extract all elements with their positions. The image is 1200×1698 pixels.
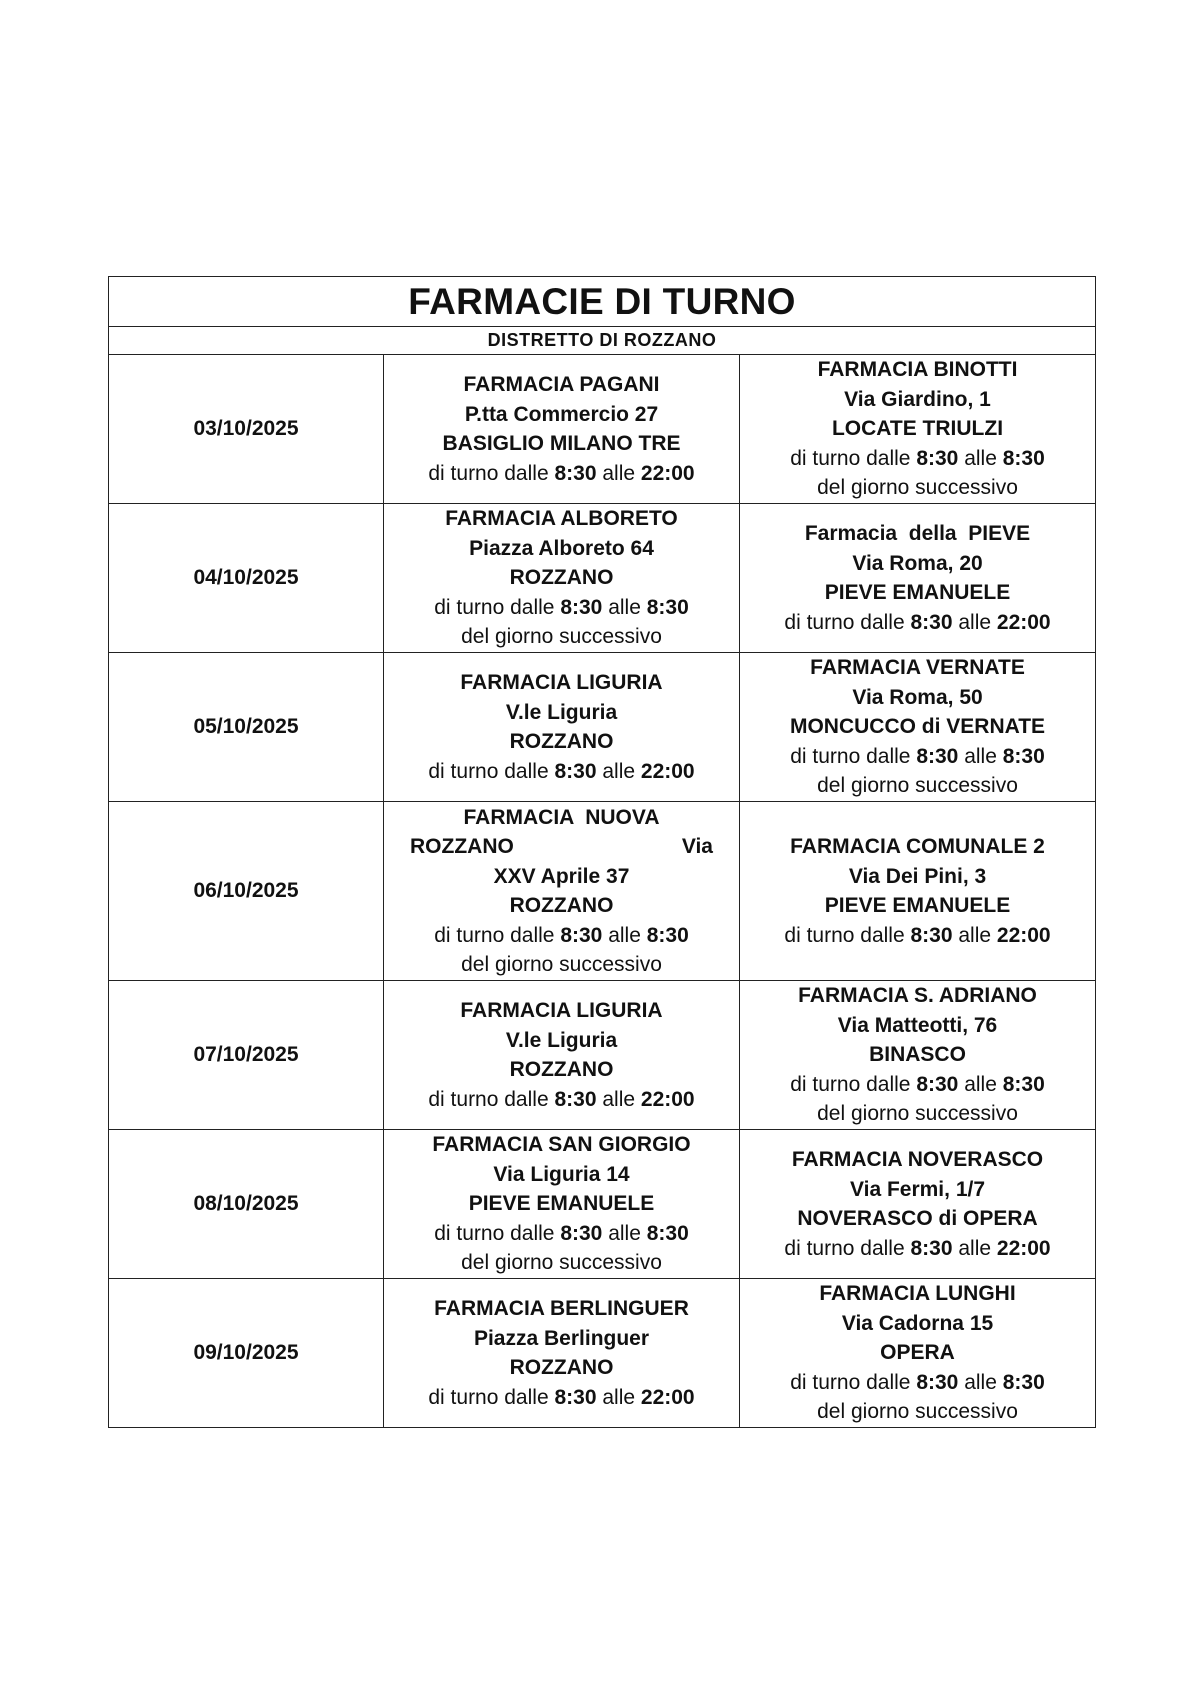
pharmacy-city: NOVERASCO di OPERA [797, 1207, 1038, 1230]
pharmacy-city: PIEVE EMANUELE [824, 894, 1011, 917]
date-cell: 08/10/2025 [109, 1130, 384, 1279]
pharmacy-city: OPERA [880, 1341, 955, 1365]
pharmacy-cell-left [384, 1130, 740, 1279]
pharmacy-cell-left [384, 802, 740, 981]
pharmacy-cell-right [740, 1130, 1096, 1279]
table-row [109, 355, 1096, 504]
pharmacy-name: FARMACIA ALBORETO [445, 507, 678, 531]
pharmacy-name: FARMACIA BINOTTI [817, 358, 1018, 382]
turn-hours: di turno dalle 8:30 alle 8:30 [790, 1072, 1045, 1096]
next-day-note: del giorno successivo [817, 1102, 1018, 1126]
next-day-note: del giorno successivo [461, 1251, 662, 1275]
pharmacy-address: Via Giardino, 1 [844, 387, 991, 411]
turn-hours: di turno dalle 8:30 alle 22:00 [428, 1385, 695, 1409]
pharmacy-cell-left [384, 653, 740, 802]
table-row [109, 1279, 1096, 1428]
turn-hours: di turno dalle 8:30 alle 22:00 [428, 759, 695, 783]
pharmacy-city: ROZZANO [509, 1356, 614, 1379]
pharmacy-cell-right [740, 981, 1096, 1130]
table-row [109, 653, 1096, 802]
next-day-note: del giorno successivo [817, 774, 1018, 798]
date-cell: 05/10/2025 [109, 653, 384, 802]
pharmacy-city: MONCUCCO di VERNATE [789, 715, 1046, 739]
date-cell: 06/10/2025 [109, 802, 384, 981]
pharmacy-cell-right [740, 504, 1096, 653]
pharmacy-address: Via Liguria 14 [493, 1162, 630, 1186]
pharmacy-city: ROZZANO [509, 1058, 614, 1081]
pharmacy-name: FARMACIA COMUNALE 2 [790, 835, 1045, 858]
pharmacy-city: ROZZANO [509, 894, 614, 917]
pharmacy-name: FARMACIA LUNGHI [819, 1282, 1016, 1306]
pharmacy-name: FARMACIA NUOVA [463, 805, 660, 829]
turn-hours: di turno dalle 8:30 alle 8:30 [434, 1221, 689, 1245]
next-day-note: del giorno successivo [817, 1400, 1018, 1424]
pharmacy-city: ROZZANO [509, 730, 614, 753]
pharmacy-city: BINASCO [869, 1043, 966, 1067]
schedule-table [108, 276, 1096, 1428]
pharmacy-name: FARMACIA BERLINGUER [434, 1297, 689, 1320]
turn-hours: di turno dalle 8:30 alle 22:00 [428, 1087, 695, 1111]
date-cell: 03/10/2025 [109, 355, 384, 504]
date-cell: 04/10/2025 [109, 504, 384, 653]
pharmacy-address: Piazza Berlinguer [473, 1326, 650, 1350]
pharmacy-name: FARMACIA SAN GIORGIO [432, 1133, 691, 1157]
pharmacy-name: FARMACIA LIGURIA [460, 999, 663, 1022]
turn-hours: di turno dalle 8:30 alle 22:00 [784, 1236, 1051, 1260]
turn-hours: di turno dalle 8:30 alle 8:30 [790, 446, 1045, 470]
pharmacy-address: Via Cadorna 15 [841, 1311, 994, 1335]
pharmacy-address: V.le Liguria [505, 700, 618, 724]
table-row [109, 802, 1096, 981]
table-row [109, 504, 1096, 653]
pharmacy-name: FARMACIA S. ADRIANO [798, 984, 1037, 1008]
pharmacy-name: FARMACIA NOVERASCO [791, 1148, 1044, 1171]
pharmacy-city: PIEVE EMANUELE [468, 1192, 655, 1216]
turn-hours: di turno dalle 8:30 alle 8:30 [790, 744, 1045, 768]
pharmacy-city: LOCATE TRIULZI [831, 417, 1004, 441]
pharmacy-address: Via Dei Pini, 3 [848, 864, 987, 888]
district-label: DISTRETTO DI ROZZANO [109, 327, 1096, 355]
pharmacy-cell-left [384, 981, 740, 1130]
pharmacy-cell-right [740, 1279, 1096, 1428]
pharmacy-cell-left [384, 355, 740, 504]
pharmacy-name: FARMACIA PAGANI [463, 373, 660, 396]
pharmacy-cell-right [740, 355, 1096, 504]
next-day-note: del giorno successivo [817, 476, 1018, 500]
table-row [109, 1130, 1096, 1279]
pharmacy-name-continued: ROZZANO Via [410, 835, 713, 858]
next-day-note: del giorno successivo [461, 625, 662, 649]
pharmacy-schedule-sheet [108, 276, 1095, 1428]
turn-hours: di turno dalle 8:30 alle 8:30 [434, 595, 689, 619]
turn-hours: di turno dalle 8:30 alle 22:00 [428, 461, 695, 485]
turn-hours: di turno dalle 8:30 alle 8:30 [790, 1370, 1045, 1394]
turn-hours: di turno dalle 8:30 alle 8:30 [434, 923, 689, 947]
pharmacy-address: Via Roma, 50 [852, 685, 983, 709]
pharmacy-address: V.le Liguria [505, 1028, 618, 1052]
pharmacy-address: Via Roma, 20 [852, 551, 983, 575]
pharmacy-cell-right [740, 653, 1096, 802]
date-cell: 07/10/2025 [109, 981, 384, 1130]
turn-hours: di turno dalle 8:30 alle 22:00 [784, 610, 1051, 634]
pharmacy-cell-left [384, 504, 740, 653]
pharmacy-city: ROZZANO [509, 566, 614, 590]
next-day-note: del giorno successivo [461, 953, 662, 976]
pharmacy-city: PIEVE EMANUELE [824, 581, 1011, 604]
pharmacy-address: Via Fermi, 1/7 [849, 1177, 986, 1201]
turn-hours: di turno dalle 8:30 alle 22:00 [784, 923, 1051, 947]
pharmacy-address: P.tta Commercio 27 [464, 402, 659, 426]
pharmacy-name: Farmacia della PIEVE [804, 522, 1031, 545]
pharmacy-address: Piazza Alboreto 64 [469, 536, 654, 560]
pharmacy-city: BASIGLIO MILANO TRE [442, 432, 681, 455]
date-cell: 09/10/2025 [109, 1279, 384, 1428]
pharmacy-name: FARMACIA VERNATE [810, 656, 1025, 680]
pharmacy-address: Via Matteotti, 76 [837, 1013, 998, 1037]
pharmacy-name: FARMACIA LIGURIA [460, 671, 663, 694]
pharmacy-address: XXV Aprile 37 [493, 864, 630, 888]
pharmacy-cell-right [740, 802, 1096, 981]
pharmacy-cell-left [384, 1279, 740, 1428]
page-title: FARMACIE DI TURNO [109, 277, 1096, 327]
table-row [109, 981, 1096, 1130]
